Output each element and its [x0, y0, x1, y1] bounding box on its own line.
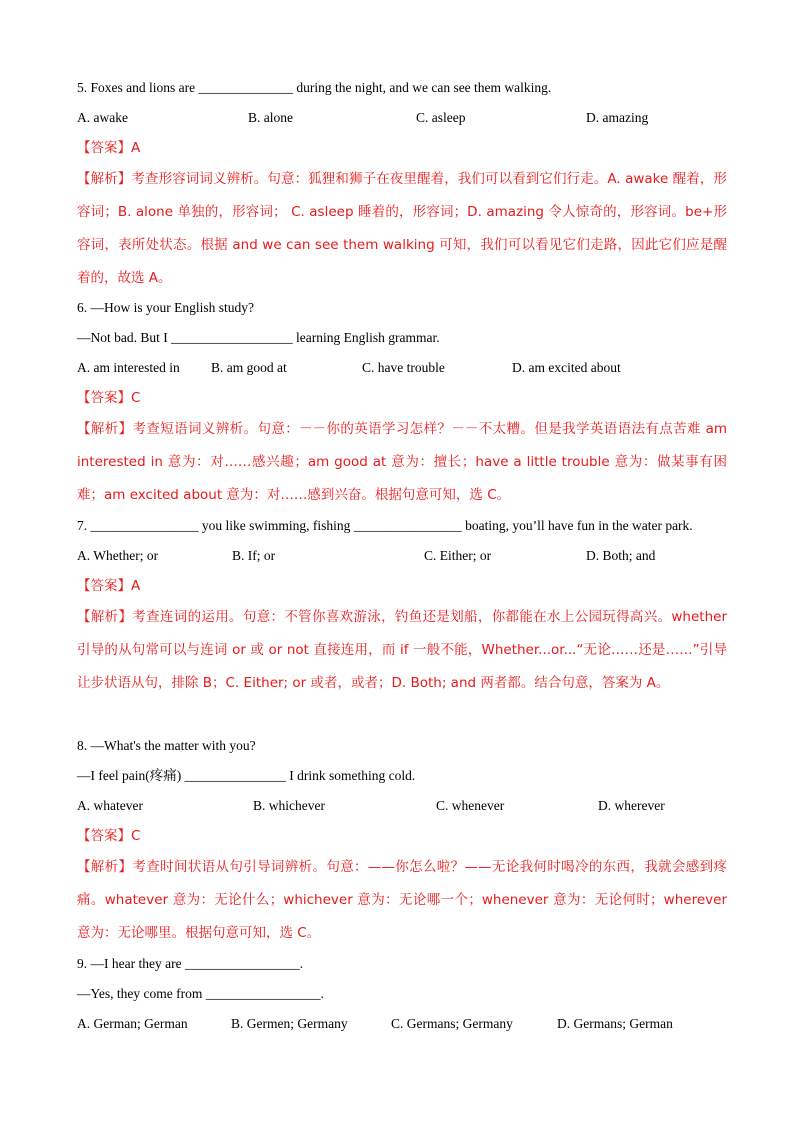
question-8-stem-reply: —I feel pain(疼痛) _______________ I drink something cold. — [77, 768, 416, 783]
question-6-option-b: B. am good at — [211, 360, 287, 375]
question-8-answer: 【答案】C — [77, 828, 141, 844]
question-7-option-c: C. Either; or — [424, 548, 492, 563]
question-9-option-a: A. German; German — [77, 1016, 188, 1031]
question-6-option-c: C. have trouble — [362, 360, 445, 375]
question-5-option-b: B. alone — [248, 110, 293, 125]
question-5-option-a: A. awake — [77, 110, 128, 125]
question-9-option-c: C. Germans; Germany — [391, 1016, 513, 1031]
question-7-explanation: 【解析】考查连词的运用。句意：不管你喜欢游泳，钓鱼还是划船，你都能在水上公园玩得高兴。whether 引导的从句常可以与连词 or 或 or not 直接连用，而 if 一般不能，Whether...or...“无论……还是……”引导让步状语从句，排除 B；C. Either; or 或者，或者；D. Both; and 两者都。结合句意，答案为 A。 — [77, 609, 727, 691]
question-6-stem-reply: —Not bad. But I __________________ learning English grammar. — [77, 330, 440, 345]
question-8-option-b: B. whichever — [253, 798, 325, 813]
question-8-explanation: 【解析】考查时间状语从句引导词辨析。句意：——你怎么啦？——无论我何时喝冷的东西，我就会感到疼痛。whatever 意为：无论什么；whichever 意为：无论哪一个；whenever 意为：无论何时；wherever 意为：无论哪里。根据句意可知，选 C。 — [77, 859, 727, 941]
question-5-answer: 【答案】A — [77, 140, 141, 156]
question-9-stem: 9. —I hear they are _________________. — [77, 956, 304, 971]
question-8-option-a: A. whatever — [77, 798, 143, 813]
question-5-option-d: D. amazing — [586, 110, 649, 125]
question-6-option-d: D. am excited about — [512, 360, 621, 375]
question-7-option-a: A. Whether; or — [77, 548, 159, 563]
question-9-option-b: B. Germen; Germany — [231, 1016, 348, 1031]
question-6-option-a: A. am interested in — [77, 360, 180, 375]
question-8-option-d: D. wherever — [598, 798, 665, 813]
question-7-option-d: D. Both; and — [586, 548, 656, 563]
question-7-stem: 7. ________________ you like swimming, fishing ________________ boating, you’ll have fun in the water park. — [77, 518, 693, 533]
question-5-explanation: 【解析】考查形容词词义辨析。句意：狐狸和狮子在夜里醒着，我们可以看到它们行走。A. awake 醒着，形容词；B. alone 单独的，形容词； C. asleep 睡着的，形容词；D. amazing 令人惊奇的，形容词。be+形容词，表所处状态。根据 and we can see them walking 可知，我们可以看见它们走路，因此它们应是醒着的，故选 A。 — [77, 171, 727, 286]
question-5-stem: 5. Foxes and lions are ______________ during the night, and we can see them walking. — [77, 80, 552, 95]
question-6-answer: 【答案】C — [77, 390, 141, 406]
question-9-stem-reply: —Yes, they come from _________________. — [77, 986, 324, 1001]
question-5-option-c: C. asleep — [416, 110, 466, 125]
question-8-option-c: C. whenever — [436, 798, 505, 813]
question-6-stem: 6. —How is your English study? — [77, 300, 254, 315]
question-7-option-b: B. If; or — [232, 548, 276, 563]
question-6-explanation: 【解析】考查短语词义辨析。句意：－－你的英语学习怎样？－－不太糟。但是我学英语语法有点苦难 am interested in 意为：对……感兴趣；am good at 意为：擅长；have a little trouble 意为：做某事有困难；am excited about 意为：对……感到兴奋。根据句意可知，选 C。 — [77, 421, 727, 503]
question-8-stem: 8. —What's the matter with you? — [77, 738, 256, 753]
question-9-option-d: D. Germans; German — [557, 1016, 673, 1031]
question-7-answer: 【答案】A — [77, 578, 141, 594]
